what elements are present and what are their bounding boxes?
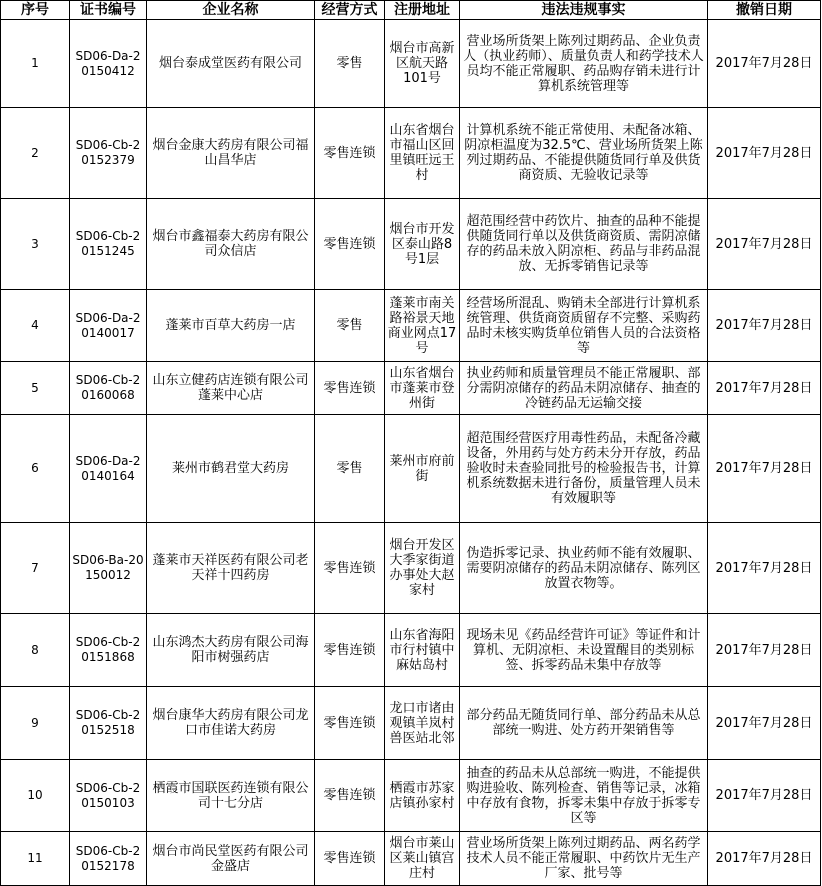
row-facts: 部分药品无随货同行单、部分药品未从总部统一购进、处方药开架销售等 bbox=[460, 687, 708, 760]
row-facts: 超范围经营医疗用毒性药品，未配备冷藏设备，外用药与处方药未分开存放，药品验收时未查验同批号的检验报告书，计算机系统数据未进行备份，质量管理人员未有效履职等 bbox=[460, 415, 708, 523]
row-index: 11 bbox=[1, 832, 70, 886]
header-row bbox=[1, 1, 821, 20]
row-facts: 抽查的药品未从总部统一购进，不能提供购进验收、陈列检查、销售等记录，冰箱中存放有食物，拆零未集中存放于拆零专区等 bbox=[460, 760, 708, 832]
row-cert: SD06-Da-20140164 bbox=[70, 415, 147, 523]
row-mode: 零售 bbox=[315, 415, 385, 523]
row-index: 2 bbox=[1, 108, 70, 199]
table-row bbox=[1, 199, 821, 290]
row-address: 栖霞市苏家店镇孙家村 bbox=[385, 760, 460, 832]
row-address: 莱州市府前街 bbox=[385, 415, 460, 523]
row-name: 烟台市尚民堂医药有限公司金盛店 bbox=[147, 832, 315, 886]
row-index: 6 bbox=[1, 415, 70, 523]
row-index: 5 bbox=[1, 362, 70, 415]
row-mode: 零售连锁 bbox=[315, 760, 385, 832]
row-date: 2017年7月28日 bbox=[708, 108, 821, 199]
row-date: 2017年7月28日 bbox=[708, 687, 821, 760]
row-cert: SD06-Cb-20151245 bbox=[70, 199, 147, 290]
row-address: 烟台市莱山区莱山镇宫庄村 bbox=[385, 832, 460, 886]
header-index: 序号 bbox=[1, 1, 70, 20]
row-name: 烟台金康大药房有限公司福山昌华店 bbox=[147, 108, 315, 199]
row-address: 烟台市高新区航天路101号 bbox=[385, 20, 460, 108]
header-date: 撤销日期 bbox=[708, 1, 821, 20]
row-mode: 零售连锁 bbox=[315, 687, 385, 760]
table-row bbox=[1, 20, 821, 108]
row-facts: 营业场所货架上陈列过期药品、两名药学技术人员不能正常履职、中药饮片无生产厂家、批号等 bbox=[460, 832, 708, 886]
row-index: 1 bbox=[1, 20, 70, 108]
row-cert: SD06-Da-20150412 bbox=[70, 20, 147, 108]
row-cert: SD06-Cb-20150103 bbox=[70, 760, 147, 832]
row-mode: 零售连锁 bbox=[315, 614, 385, 687]
table-row bbox=[1, 523, 821, 614]
row-date: 2017年7月28日 bbox=[708, 523, 821, 614]
row-address: 烟台市开发区泰山路8号1层 bbox=[385, 199, 460, 290]
row-address: 龙口市诸由观镇羊岚村兽医站北邻 bbox=[385, 687, 460, 760]
row-mode: 零售连锁 bbox=[315, 199, 385, 290]
header-cert: 证书编号 bbox=[70, 1, 147, 20]
table-row bbox=[1, 415, 821, 523]
row-cert: SD06-Da-20140017 bbox=[70, 290, 147, 362]
header-address: 注册地址 bbox=[385, 1, 460, 20]
row-mode: 零售 bbox=[315, 20, 385, 108]
row-date: 2017年7月28日 bbox=[708, 415, 821, 523]
row-facts: 超范围经营中药饮片、抽查的品种不能提供随货同行单以及供货商资质、需阴凉储存的药品未放入阴凉柜、药品与非药品混放、无拆零销售记录等 bbox=[460, 199, 708, 290]
row-facts: 计算机系统不能正常使用、未配备冰箱、阴凉柜温度为32.5℃、营业场所货架上陈列过期药品、不能提供随货同行单及供货商资质、无验收记录等 bbox=[460, 108, 708, 199]
row-mode: 零售连锁 bbox=[315, 362, 385, 415]
table-row bbox=[1, 290, 821, 362]
row-address: 烟台开发区大季家街道办事处大赵家村 bbox=[385, 523, 460, 614]
row-date: 2017年7月28日 bbox=[708, 20, 821, 108]
header-name: 企业名称 bbox=[147, 1, 315, 20]
row-facts: 经营场所混乱、购销未全部进行计算机系统管理、供货商资质留存不完整、采购药品时未核实购货单位销售人员的合法资格等 bbox=[460, 290, 708, 362]
row-cert: SD06-Cb-20160068 bbox=[70, 362, 147, 415]
row-date: 2017年7月28日 bbox=[708, 760, 821, 832]
row-name: 烟台泰成堂医药有限公司 bbox=[147, 20, 315, 108]
row-mode: 零售连锁 bbox=[315, 108, 385, 199]
row-index: 10 bbox=[1, 760, 70, 832]
table-row bbox=[1, 760, 821, 832]
row-cert: SD06-Cb-20152178 bbox=[70, 832, 147, 886]
table-row bbox=[1, 108, 821, 199]
header-mode: 经营方式 bbox=[315, 1, 385, 20]
table-row bbox=[1, 614, 821, 687]
row-index: 9 bbox=[1, 687, 70, 760]
row-date: 2017年7月28日 bbox=[708, 832, 821, 886]
row-date: 2017年7月28日 bbox=[708, 199, 821, 290]
row-name: 莱州市鹤君堂大药房 bbox=[147, 415, 315, 523]
row-name: 烟台康华大药房有限公司龙口市佳诺大药房 bbox=[147, 687, 315, 760]
row-address: 山东省海阳市行村镇中麻姑岛村 bbox=[385, 614, 460, 687]
row-facts: 伪造拆零记录、执业药师不能有效履职、需要阴凉储存的药品未阴凉储存、陈列区放置衣物等。 bbox=[460, 523, 708, 614]
row-address: 山东省烟台市蓬莱市登州街 bbox=[385, 362, 460, 415]
row-facts: 现场未见《药品经营许可证》等证件和计算机、无阴凉柜、未设置醒目的类别标签、拆零药品未集中存放等 bbox=[460, 614, 708, 687]
row-index: 7 bbox=[1, 523, 70, 614]
row-mode: 零售 bbox=[315, 290, 385, 362]
row-date: 2017年7月28日 bbox=[708, 362, 821, 415]
row-date: 2017年7月28日 bbox=[708, 614, 821, 687]
row-cert: SD06-Ba-20150012 bbox=[70, 523, 147, 614]
row-address: 山东省烟台市福山区回里镇旺远王村 bbox=[385, 108, 460, 199]
row-facts: 执业药师和质量管理员不能正常履职、部分需阴凉储存的药品未阴凉储存、抽查的冷链药品无运输交接 bbox=[460, 362, 708, 415]
table-row bbox=[1, 687, 821, 760]
row-date: 2017年7月28日 bbox=[708, 290, 821, 362]
row-index: 4 bbox=[1, 290, 70, 362]
row-cert: SD06-Cb-20152379 bbox=[70, 108, 147, 199]
row-name: 烟台市鑫福泰大药房有限公司众信店 bbox=[147, 199, 315, 290]
row-name: 山东鸿杰大药房有限公司海阳市树强药店 bbox=[147, 614, 315, 687]
row-name: 山东立健药店连锁有限公司蓬莱中心店 bbox=[147, 362, 315, 415]
row-mode: 零售连锁 bbox=[315, 832, 385, 886]
table-row bbox=[1, 832, 821, 886]
row-facts: 营业场所货架上陈列过期药品、企业负责人（执业药师）、质量负责人和药学技术人员均不能正常履职、药品购存销未进行计算机系统管理等 bbox=[460, 20, 708, 108]
header-facts: 违法违规事实 bbox=[460, 1, 708, 20]
row-mode: 零售连锁 bbox=[315, 523, 385, 614]
row-index: 3 bbox=[1, 199, 70, 290]
row-address: 蓬莱市南关路裕景天地商业网点17号 bbox=[385, 290, 460, 362]
row-name: 蓬莱市百草大药房一店 bbox=[147, 290, 315, 362]
row-index: 8 bbox=[1, 614, 70, 687]
row-cert: SD06-Cb-20151868 bbox=[70, 614, 147, 687]
table-row bbox=[1, 362, 821, 415]
row-name: 蓬莱市天祥医药有限公司老天祥十四药房 bbox=[147, 523, 315, 614]
row-name: 栖霞市国联医药连锁有限公司十七分店 bbox=[147, 760, 315, 832]
row-cert: SD06-Cb-20152518 bbox=[70, 687, 147, 760]
